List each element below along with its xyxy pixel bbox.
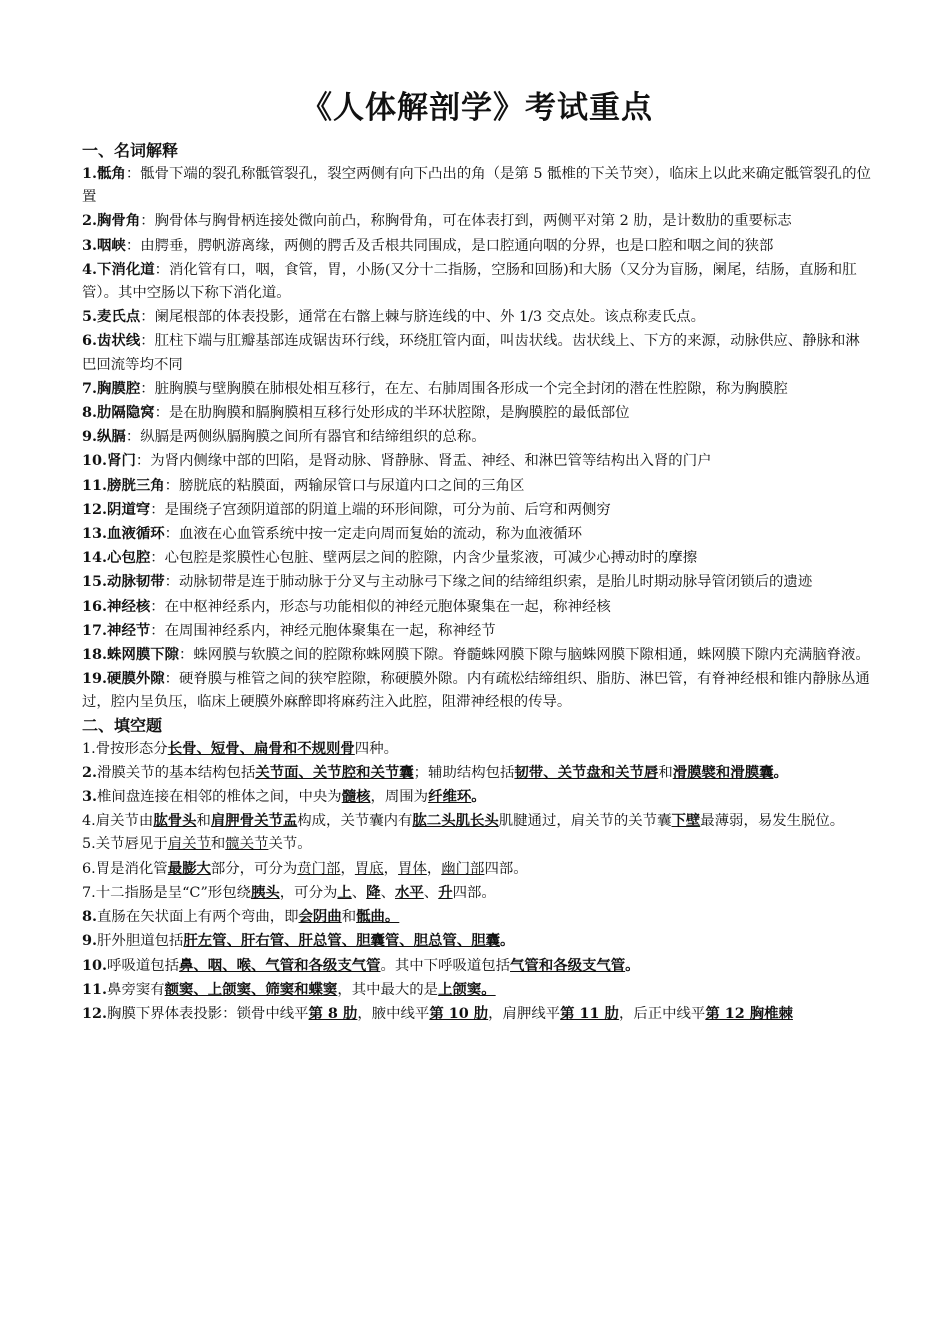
- question-text: ，其中最大的是: [337, 981, 439, 998]
- fill-in-item: [82, 954, 872, 978]
- definition-item: [82, 234, 872, 258]
- question-text: 部分，可分为: [210, 860, 298, 877]
- definition-term: [82, 452, 136, 469]
- term-label: 胸骨角: [97, 212, 141, 230]
- definition-term: [82, 212, 140, 229]
- fill-in-item: [82, 905, 872, 929]
- term-label: 动脉韧带: [107, 573, 165, 591]
- term-label: 肾门: [107, 452, 136, 470]
- question-text: 和: [210, 836, 226, 853]
- definition-term: [82, 501, 150, 518]
- definition-term: [82, 598, 150, 615]
- question-text: 四部。: [484, 860, 528, 877]
- question-text: 肝外胆道包括: [97, 933, 184, 950]
- definition-item: [82, 546, 872, 570]
- item-number: 9.: [82, 932, 98, 950]
- definition-text: ：消化管有口，咽，食管，胃，小肠(又分十二指肠，空肠和回肠)和大肠（又分为盲肠，阑尾，结肠，直肠和肛管）。其中空肠以下称下消化道。: [82, 261, 857, 302]
- answer-blank: 第 8 肋: [308, 1004, 358, 1022]
- question-text: ，后正中线平: [618, 1005, 706, 1022]
- definition-text: ：肛柱下端与肛瓣基部连成锯齿环行线，环绕肛管内面，叫齿状线。齿状线上、下方的来源，动脉供应、静脉和淋巴回流等均不同: [82, 333, 860, 373]
- question-text: 十二指肠是呈“C”形包绕: [95, 884, 251, 901]
- answer-blank: 胃底: [354, 860, 384, 877]
- fill-in-item: [82, 833, 872, 856]
- definition-text: ：硬脊膜与椎管之间的狭窄腔隙，称硬膜外隙。内有疏松结缔组织、脂肪、淋巴管，有脊神经根和锥内静脉丛通过，腔内呈负压，临床上硬膜外麻醉即将麻药注入此腔，阻滞神经根的传导。: [82, 671, 870, 711]
- answer-blank: 鼻、咽、喉、气管和各级支气管: [179, 956, 381, 974]
- term-label: 咽峡: [97, 236, 126, 254]
- item-number: 4.: [82, 813, 96, 830]
- answer-blank: 额窦、上颌窦、筛窦和蝶窦: [164, 980, 338, 998]
- item-number: 10.: [82, 956, 108, 974]
- item-number: 15.: [82, 573, 108, 591]
- answer-blank: 髋关节: [225, 836, 269, 853]
- definition-text: ：在中枢神经系内，形态与功能相似的神经元胞体聚集在一起，称神经核: [150, 598, 611, 615]
- item-number: 8.: [82, 908, 98, 926]
- question-text: 滑膜关节的基本结构包括: [97, 764, 256, 781]
- definitions-list: [82, 162, 872, 715]
- definition-term: [82, 404, 155, 421]
- question-text: ，: [426, 860, 442, 877]
- fill-in-item: [82, 761, 872, 785]
- question-text: 直肠在矢状面上有两个弯曲，即: [97, 909, 299, 926]
- definition-term: [82, 308, 140, 325]
- item-number: 12.: [82, 1004, 108, 1022]
- item-number: 2.: [82, 212, 98, 230]
- item-number: 1.: [82, 740, 96, 757]
- answer-blank: 胃体: [398, 860, 427, 877]
- definition-item: [82, 377, 872, 401]
- term-label: 神经节: [107, 621, 151, 639]
- answer-blank: 第 11 肋: [560, 1004, 619, 1022]
- question-text: 呼吸道包括: [107, 957, 180, 974]
- item-number: 19.: [82, 670, 108, 688]
- question-text: ，: [383, 860, 399, 877]
- definition-item: [82, 570, 872, 594]
- term-label: 胸膜腔: [97, 379, 141, 397]
- answer-blank: 肩胛骨关节盂: [210, 812, 298, 830]
- definition-text: ：是在肋胸膜和膈胸膜相互移行处形成的半环状腔隙，是胸膜腔的最低部位: [154, 405, 630, 422]
- definition-item: [82, 643, 872, 667]
- document-page: [82, 86, 872, 1026]
- definition-item: [82, 258, 872, 305]
- term-label: 神经核: [107, 597, 151, 615]
- question-text: 和: [196, 813, 211, 830]
- item-number: 5.: [82, 308, 98, 326]
- question-text: ，: [340, 860, 355, 877]
- fill-in-item: [82, 857, 872, 881]
- definition-text: ：动脉韧带是连于肺动脉于分叉与主动脉弓下缘之间的结缔组织索，是胎儿时期动脉导管闭锁后的遗迹: [164, 574, 813, 591]
- question-text: 四部。: [452, 884, 496, 901]
- answer-blank: 韧带、关节盘和关节唇: [514, 763, 659, 781]
- question-text: 和: [658, 764, 673, 781]
- fill-in-list: [82, 737, 872, 1026]
- definition-text: ：膀胱底的粘膜面，两输尿管口与尿道内口之间的三角区: [164, 477, 525, 494]
- definition-term: [82, 549, 150, 566]
- term-label: 骶角: [97, 165, 126, 182]
- definition-item: [82, 667, 872, 714]
- question-text: 。: [773, 763, 788, 781]
- item-number: 11.: [82, 980, 108, 998]
- definition-text: ：在周围神经系内，神经元胞体聚集在一起，称神经节: [150, 622, 496, 639]
- answer-blank: 第 12 胸椎棘: [705, 1004, 793, 1022]
- answer-blank: 纤维环: [428, 788, 472, 806]
- item-number: 6.: [82, 332, 98, 350]
- definition-item: [82, 474, 872, 498]
- answer-blank: 会阴曲: [298, 908, 342, 926]
- fill-in-item: [82, 929, 872, 953]
- answer-blank: 关节面、关节腔和关节囊: [255, 763, 414, 781]
- section-heading-definitions: 一、名词解释: [82, 141, 179, 160]
- item-number: 3.: [82, 788, 98, 806]
- question-text: 。: [471, 788, 486, 806]
- definition-item: [82, 305, 872, 329]
- item-number: 7.: [82, 379, 98, 397]
- question-text: 椎间盘连接在相邻的椎体之间，中央为: [97, 789, 342, 806]
- answer-blank: 贲门部: [297, 860, 341, 877]
- definition-item: [82, 595, 872, 619]
- fill-in-item: [82, 737, 872, 761]
- item-number: 10.: [82, 452, 108, 470]
- item-number: 14.: [82, 549, 108, 567]
- answer-blank: 滑膜襞和滑膜囊: [672, 763, 774, 781]
- definition-text: ：阑尾根部的体表投影，通常在右髂上棘与脐连线的中、外 1/3 交点处。该点称麦氏点。: [140, 309, 705, 326]
- question-text: 关节。: [268, 836, 312, 853]
- document-title: 《人体解剖学》考试重点: [301, 90, 653, 126]
- answer-blank: 肩关节: [167, 836, 211, 853]
- item-number: 13.: [82, 525, 108, 543]
- question-text: 骨按形态分: [95, 740, 168, 757]
- answer-blank: 肱骨头: [153, 812, 197, 830]
- term-label: 肋隔隐窝: [97, 404, 155, 422]
- definition-text: ：血液在心血管系统中按一定走向周而复始的流动，称为血液循环: [164, 526, 582, 543]
- definition-item: [82, 522, 872, 546]
- definition-text: ：骶骨下端的裂孔称骶管裂孔，裂空两侧有向下凸出的角（是第 5 骶椎的下关节突），临床上以此来确定骶管裂孔的位置: [82, 166, 871, 206]
- item-number: 7.: [82, 884, 96, 901]
- answer-blank: 升: [438, 883, 453, 901]
- question-text: ，周围为: [370, 789, 429, 806]
- item-number: 4.: [82, 260, 98, 278]
- definition-text: ：是围绕子宫颈阴道部的阴道上端的环形间隙，可分为前、后穹和两侧穷: [150, 501, 611, 518]
- definition-term: [82, 477, 165, 494]
- definition-term: [82, 428, 126, 445]
- question-text: 和: [341, 909, 357, 926]
- answer-blank: 第 10 肋: [429, 1004, 489, 1022]
- definition-text: ：脏胸膜与壁胸膜在肺根处相互移行，在左、右肺周围各形成一个完全封闭的潜在性腔隙，称为胸膜腔: [140, 380, 788, 397]
- answer-blank: 幽门部: [441, 860, 485, 877]
- item-number: 8.: [82, 404, 98, 422]
- answer-blank: 髓核: [341, 788, 371, 806]
- definition-item: [82, 425, 872, 449]
- item-number: 5.: [82, 836, 96, 853]
- term-label: 硬膜外隙: [107, 670, 165, 688]
- fill-in-item: [82, 785, 872, 809]
- question-text: ，腋中线平: [357, 1005, 430, 1022]
- definition-text: ：蛛网膜与软膜之间的腔隙称蛛网膜下隙。脊髓蛛网膜下隙与脑蛛网膜下隙相通，蛛网膜下隙内充满脑脊液。: [179, 647, 870, 664]
- answer-blank: 下壁: [671, 812, 701, 830]
- answer-blank: 肱二头肌长头: [412, 812, 499, 830]
- question-text: 最薄弱，易发生脱位。: [700, 813, 845, 830]
- answer-blank: 上: [337, 883, 352, 901]
- question-text: ；辅助结构包括: [413, 764, 515, 781]
- question-text: 。: [625, 956, 640, 974]
- term-label: 齿状线: [97, 332, 141, 350]
- fill-in-item: [82, 881, 872, 905]
- definition-text: ：心包腔是浆膜性心包脏、壁两层之间的腔隙，内含少量浆液，可减少心搏动时的摩擦: [150, 550, 698, 567]
- item-number: 9.: [82, 428, 98, 446]
- term-label: 蛛网膜下隙: [107, 646, 180, 664]
- definition-item: [82, 449, 872, 473]
- question-text: ，可分为: [279, 884, 338, 901]
- item-number: 6.: [82, 860, 96, 877]
- fill-in-item: [82, 1002, 872, 1026]
- answer-blank: 上颌窦。: [438, 980, 496, 998]
- section-heading-fill-in: 二、填空题: [82, 715, 163, 735]
- question-text: 、: [380, 884, 395, 901]
- definition-item: [82, 619, 872, 643]
- definition-term: [82, 237, 126, 254]
- question-text: 构成，关节囊内有: [297, 813, 413, 830]
- term-label: 血液循环: [107, 525, 165, 543]
- answer-blank: 最膨大: [167, 859, 211, 877]
- definition-term: [82, 380, 140, 397]
- definition-term: [82, 646, 179, 663]
- definition-term: [82, 261, 155, 278]
- term-label: 心包腔: [107, 549, 151, 567]
- item-number: 16.: [82, 597, 108, 615]
- question-text: 、: [351, 884, 367, 901]
- answer-blank: 降: [366, 883, 381, 901]
- question-text: 四种。: [354, 740, 398, 757]
- term-label: 膀胱三角: [107, 476, 165, 494]
- definition-item: [82, 162, 872, 209]
- term-label: 阴道穹: [107, 500, 151, 518]
- item-number: 11.: [82, 476, 108, 494]
- question-text: 关节唇见于: [95, 836, 168, 853]
- item-number: 2.: [82, 763, 98, 781]
- definition-item: [82, 498, 872, 522]
- item-number: 12.: [82, 500, 108, 518]
- question-text: 肩关节由: [95, 813, 154, 830]
- term-label: 麦氏点: [97, 308, 141, 326]
- question-text: 胸膜下界体表投影：锁骨中线平: [107, 1005, 309, 1022]
- answer-blank: 骶曲。: [356, 908, 400, 926]
- question-text: 鼻旁窦有: [107, 981, 165, 998]
- question-text: 胃是消化管: [95, 860, 168, 877]
- definition-term: [82, 622, 150, 639]
- definition-text: ：纵膈是两侧纵膈胸膜之间所有器官和结缔组织的总称。: [125, 429, 486, 446]
- definition-term: [82, 332, 140, 349]
- definition-item: [82, 209, 872, 233]
- answer-blank: 气管和各级支气管: [510, 956, 626, 974]
- definition-item: [82, 329, 872, 376]
- answer-blank: 长骨、短骨、扁骨和不规则骨: [167, 739, 355, 757]
- question-text: 。其中下呼吸道包括: [380, 957, 511, 974]
- answer-blank: 肝左管、肝右管、肝总管、胆囊管、胆总管、胆囊: [183, 932, 500, 950]
- definition-term: [82, 573, 165, 590]
- question-text: 。: [500, 932, 515, 950]
- question-text: 、: [423, 884, 439, 901]
- term-label: 下消化道: [97, 260, 155, 278]
- item-number: 17.: [82, 621, 108, 639]
- definition-term: [82, 525, 165, 542]
- definition-text: ：由腭垂，腭帆游离缘，两侧的腭舌及舌根共同围成，是口腔通向咽的分界，也是口腔和咽之间的狭部: [125, 237, 774, 254]
- definition-term: [82, 670, 165, 687]
- definition-text: ：胸骨体与胸骨柄连接处微向前凸，称胸骨角，可在体表打到，两侧平对第 2 肋，是计数肋的重要标志: [140, 213, 792, 230]
- definition-term: [82, 165, 126, 182]
- answer-blank: 水平: [394, 883, 424, 901]
- definition-text: ：为肾内侧缘中部的凹陷，是肾动脉、肾静脉、肾盂、神经、和淋巴管等结构出入肾的门户: [135, 453, 712, 470]
- answer-blank: 胰头: [250, 883, 280, 901]
- item-number: 18.: [82, 646, 108, 664]
- term-label: 纵膈: [97, 428, 126, 446]
- fill-in-item: [82, 978, 872, 1002]
- item-number: 1.: [82, 165, 98, 182]
- fill-in-item: [82, 809, 872, 833]
- item-number: 3.: [82, 236, 98, 254]
- question-text: 肌腱通过，肩关节的关节囊: [498, 813, 672, 830]
- question-text: ，肩胛线平: [488, 1005, 561, 1022]
- definition-item: [82, 401, 872, 425]
